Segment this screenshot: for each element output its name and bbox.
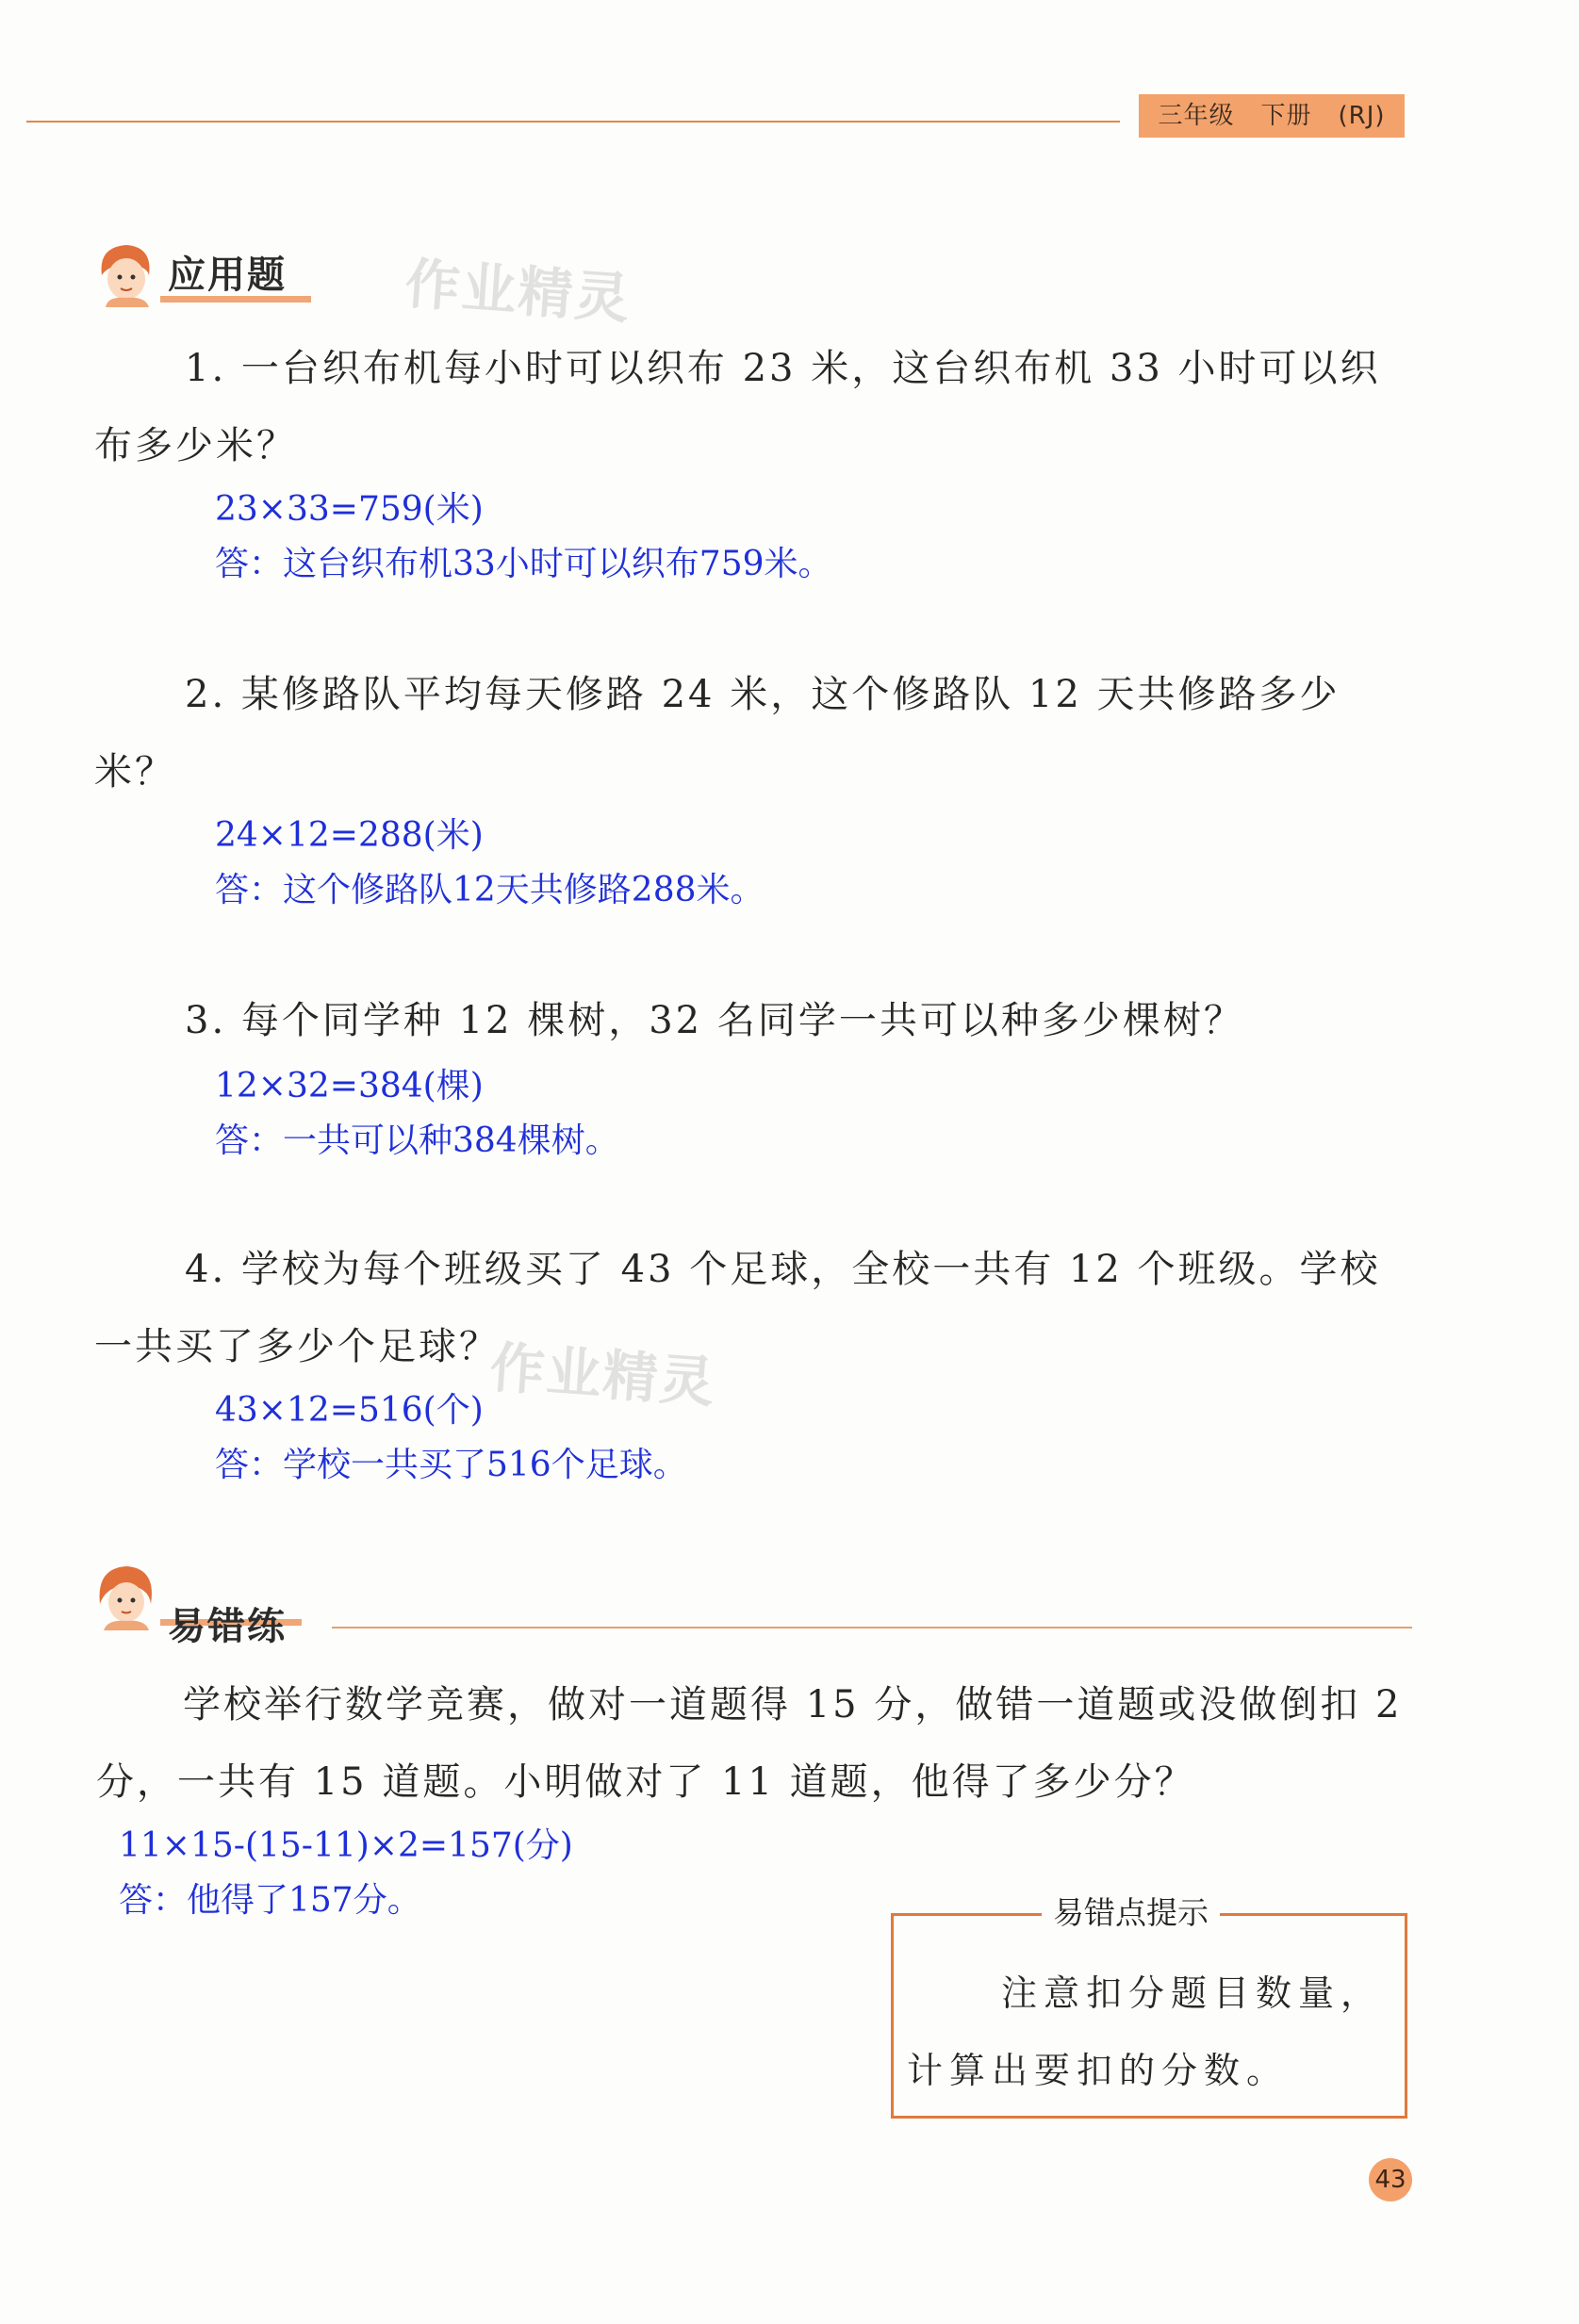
section-title: 易错练 — [168, 1605, 287, 1648]
question-1: 1. 一台织布机每小时可以织布 23 米，这台织布机 33 小时可以织布多少米？ — [94, 347, 1381, 467]
answer-1-text: 答：这台织布机33小时可以织布759米。 — [215, 545, 832, 583]
answer-2 — [215, 809, 765, 918]
error-answer-formula: 11×15-(15-11)×2=157(分) — [119, 1826, 573, 1865]
answer-3 — [215, 1059, 619, 1169]
answer-1-formula: 23×33=759(米) — [215, 490, 484, 529]
watermark: 作业精灵 — [487, 1334, 718, 1416]
error-question: 学校举行数学竞赛，做对一道题得 15 分，做错一道题或没做倒扣 2 分，一共有 15 道题。小明做对了 11 道题，他得了多少分？ — [96, 1683, 1403, 1804]
header-tag — [1139, 94, 1405, 138]
answer-3-formula: 12×32=384(棵) — [215, 1067, 484, 1105]
answer-2-text: 答：这个修路队12天共修路288米。 — [215, 871, 765, 909]
section-title: 应用题 — [168, 254, 287, 297]
error-answer — [119, 1819, 573, 1928]
edition-label: (RJ) — [1338, 102, 1386, 130]
student-avatar-icon — [92, 1561, 160, 1630]
page-number: 43 — [1369, 2158, 1412, 2201]
answer-2-formula: 24×12=288(米) — [215, 816, 484, 855]
answer-1 — [215, 483, 832, 592]
question-3: 3. 每个同学种 12 棵树，32 名同学一共可以种多少棵树？ — [185, 999, 1244, 1042]
grade-label: 三年级 — [1158, 102, 1235, 130]
error-answer-text: 答：他得了157分。 — [119, 1881, 421, 1920]
volume-label: 下册 — [1260, 102, 1312, 130]
question-2: 2. 某修路队平均每天修路 24 米，这个修路队 12 天共修路多少米？ — [94, 673, 1341, 794]
section-header-applied — [92, 237, 319, 313]
watermark: 作业精灵 — [403, 251, 633, 332]
tip-title: 易错点提示 — [1042, 1889, 1220, 1933]
answer-3-text: 答：一共可以种384棵树。 — [215, 1121, 619, 1160]
section-rule — [332, 1627, 1412, 1628]
section-header-error — [92, 1561, 1412, 1648]
header-rule — [26, 121, 1120, 123]
question-4: 4. 学校为每个班级买了 43 个足球，全校一共有 12 个班级。学校一共买了多少个足球？ — [94, 1248, 1381, 1368]
answer-4-formula: 43×12=516(个) — [215, 1391, 484, 1430]
tip-text: 注意扣分题目数量，计算出要扣的分数。 — [907, 1972, 1384, 2091]
answer-4-text: 答：学校一共买了516个足球。 — [215, 1446, 687, 1484]
student-avatar-icon — [92, 237, 160, 307]
answer-4 — [215, 1383, 687, 1493]
